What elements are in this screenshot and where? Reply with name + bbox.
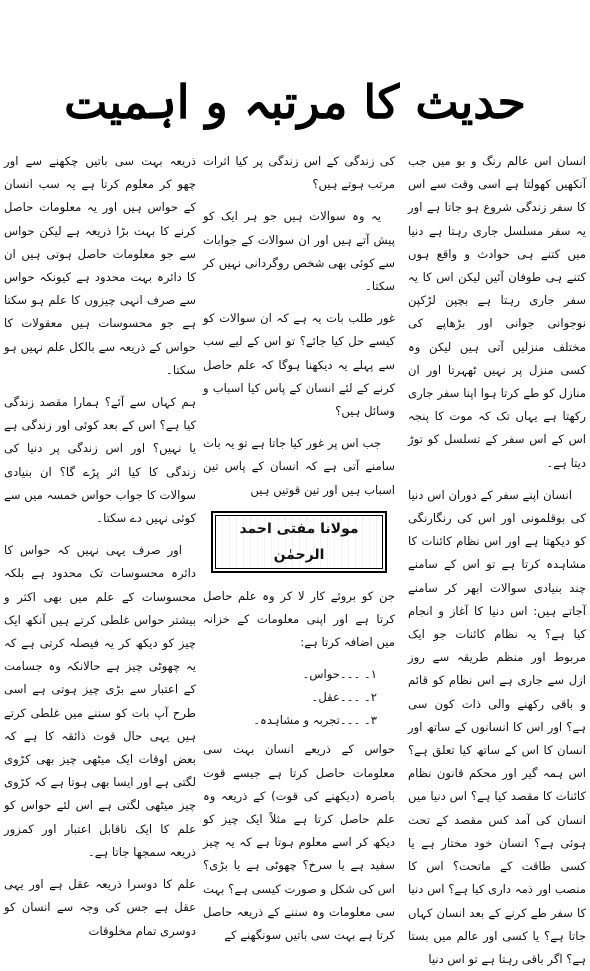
paragraph: کی زندگی کے اس زندگی پر کیا اثرات مرتب ہوتے ہیں؟ (203, 154, 395, 192)
list-item: ۳۔ ۔۔۔تجربہ و مشاہدہ۔ (253, 713, 377, 728)
paragraph: ہم کہاں سے آئے؟ ہمارا مقصد زندگی کیا ہے؟ اس کے بعد کوئی اور زندگی ہے یا نہیں؟ اور اس زندگی پر دنیا کی زندگی کا کیا اثر پڑے گا؟ ان بنیادی سوالات کا جواب حواس خمسہ میں سے کوئی نہیں دے سکتا۔ (4, 395, 196, 526)
paragraph: علم کا دوسرا ذریعہ عقل ہے اور یہی عقل ہے جس کی وجہ سے انسان کو دوسری تمام مخلوقات (4, 877, 196, 938)
paragraph: انسان اپنے سفر کے دوران اس دنیا کی بوقلمونی اور اس کی رنگارنگی کو دیکھتا ہے اور اس نظام کائنات کا مشاہدہ کرتا ہے تو اس کے سامنے چند بنیادی سوالات ابھر کر سامنے آجاتے ہیں: اس دنیا کا آغاز و انجام کیا ہے؟ یہ نظام کائنات جو ایک مربوط اور منظم طریقہ سے روز ازل سے جاری ہے اس نظام کو قائم و باقی رکھنے والی ذات کون سی ہے؟ اور اس کا انسانوں کے ساتھ اور انسان کا اس کے ساتھ کیا تعلق ہے؟ اس ہمہ گیر اور محکم قانون نظام کائنات کا مقصد کیا ہے؟ اس دنیا میں انسان کی آمد کس مقصد کے تحت ہوئی ہے؟ انسان خود مختار ہے یا کسی طاقت کے ماتحت؟ اس کا منصب اور ذمہ داری کیا ہے؟ اس دنیا کا سفر طے کرنے کے بعد انسان کہاں جاتا ہے؟ یا کسی اور عالم میں بستا ہے؟ اگر باقی رہتا ہے تو اس دنیا (408, 487, 586, 966)
paragraph: ذریعہ بہت سی باتیں چکھنے سے اور چھو کر معلوم کرتا ہے یہ سب انسان کے حواس ہیں اور یہ معلومات حاصل کرنے کا بہت بڑا ذریعہ ہے لیکن حواس سے جو معلومات حاصل ہوتی ہیں ان کا دائرہ بہت محدود ہے کیونکہ حواس سے صرف انہی چیزوں کا علم ہو سکتا ہے جو محسوسات ہیں معقولات کا حواس کے ذریعہ سے بالکل علم نہیں ہو سکتا۔ (4, 154, 196, 377)
author-box (211, 511, 387, 573)
author-name: مولانا مفتی احمد الرحمٰن (215, 515, 383, 569)
list-item: ۲۔ ۔۔۔عقل۔ (311, 690, 377, 705)
text-column-left (4, 150, 196, 938)
article-title: حدیث کا مرتبہ و اہمیت (64, 75, 526, 129)
list-item: ۱۔ ۔۔۔حواس۔ (302, 667, 377, 682)
text-column-middle (203, 150, 395, 943)
text-column-right (408, 150, 586, 966)
paragraph: غور طلب بات یہ ہے کہ ان سوالات کو کیسے حل کیا جائے؟ تو اس کے لیے سب سے پہلے یہ دیکھنا ہوگا کہ علم حاصل کرنے کے لئے انسان کے پاس کیا اسباب و وسائل ہیں؟ (203, 311, 395, 419)
paragraph: جب اس پر غور کیا جاتا ہے تو یہ بات سامنے آتی ہے کہ انسان کے پاس تین اسباب ہیں اور تین قوتیں ہیں (203, 436, 395, 497)
paragraph: انسان اس عالم رنگ و بو میں جب آنکھیں کھولتا ہے اسی وقت سے اس کا سفر زندگی شروع ہو جاتا ہے اور یہ سفر مسلسل جاری رہتا ہے دنیا میں کتنے ہی حوادث و واقع ہوں کتنے ہی طوفان آئیں لیکن اس کا یہ سفر جاری رہتا ہے بچپن لڑکپن نوجوانی جوانی اور بڑھاپے کی مختلف منزلیں آتی ہیں لیکن وہ کسی منزل پر نہیں ٹھہرتا اور ان منازل کو طے کرتا ہوا اپنا سفر جاری رکھتا ہے یہاں تک کہ موت کا پنجہ اس کے اس سفر کے تسلسل کو توڑ دیتا ہے۔ (408, 154, 586, 470)
paragraph: جن کو بروئے کار لا کر وہ علم حاصل کرتا ہے اور اپنی معلومات کے خزانہ میں اضافہ کرتا ہے: (203, 588, 395, 650)
paragraph: یہ وہ سوالات ہیں جو ہر ایک کو پیش آتے ہیں اور ان سوالات کے جوابات سے کوئی بھی شخص روگردانی نہیں کر سکتا۔ (203, 209, 395, 294)
paragraph: حواس کے ذریعے انسان بہت سی معلومات حاصل کرتا ہے جیسے قوت باصرہ (دیکھنے کی قوت) کے ذریعہ وہ علم حاصل کرتا ہے مثلاً ایک چیز کو دیکھ کر اسے معلوم ہوتا ہے کہ یہ چیز سفید ہے یا سرخ؟ چھوٹی ہے یا بڑی؟ اس کی شکل و صورت کیسی ہے؟ بہت سی معلومات وہ سننے کے ذریعہ حاصل کرتا ہے بہت سی باتیں سونگھنے کے (203, 742, 395, 943)
paragraph: اور صرف یہی نہیں کہ حواس کا دائرہ محسوسات تک محدود ہے بلکہ محسوسات کے علم میں بھی اکثر و بیشتر حواس غلطی کرتے ہیں آنکھ ایک چیز کو دیکھ کر یہ فیصلہ کرتی ہے کہ یہ چھوٹی چیز ہے حالانکہ وہ جسامت کے اعتبار سے بڑی چیز ہوتی ہے اسی طرح آپ بات کو سننے میں غلطی کرتے ہیں یہی حال قوت ذائقہ کا ہے کہ بعض اوقات ایک میٹھی چیز بھی کڑوی لگتی ہے اور ایسا بھی ہوتا ہے کہ کڑوی چیز میٹھی لگتی ہے اس لئے حواس کو علم کا ایک ناقابل اعتبار اور کمزور ذریعہ سمجھا جاتا ہے۔ (4, 543, 196, 859)
knowledge-sources-list (203, 663, 395, 732)
